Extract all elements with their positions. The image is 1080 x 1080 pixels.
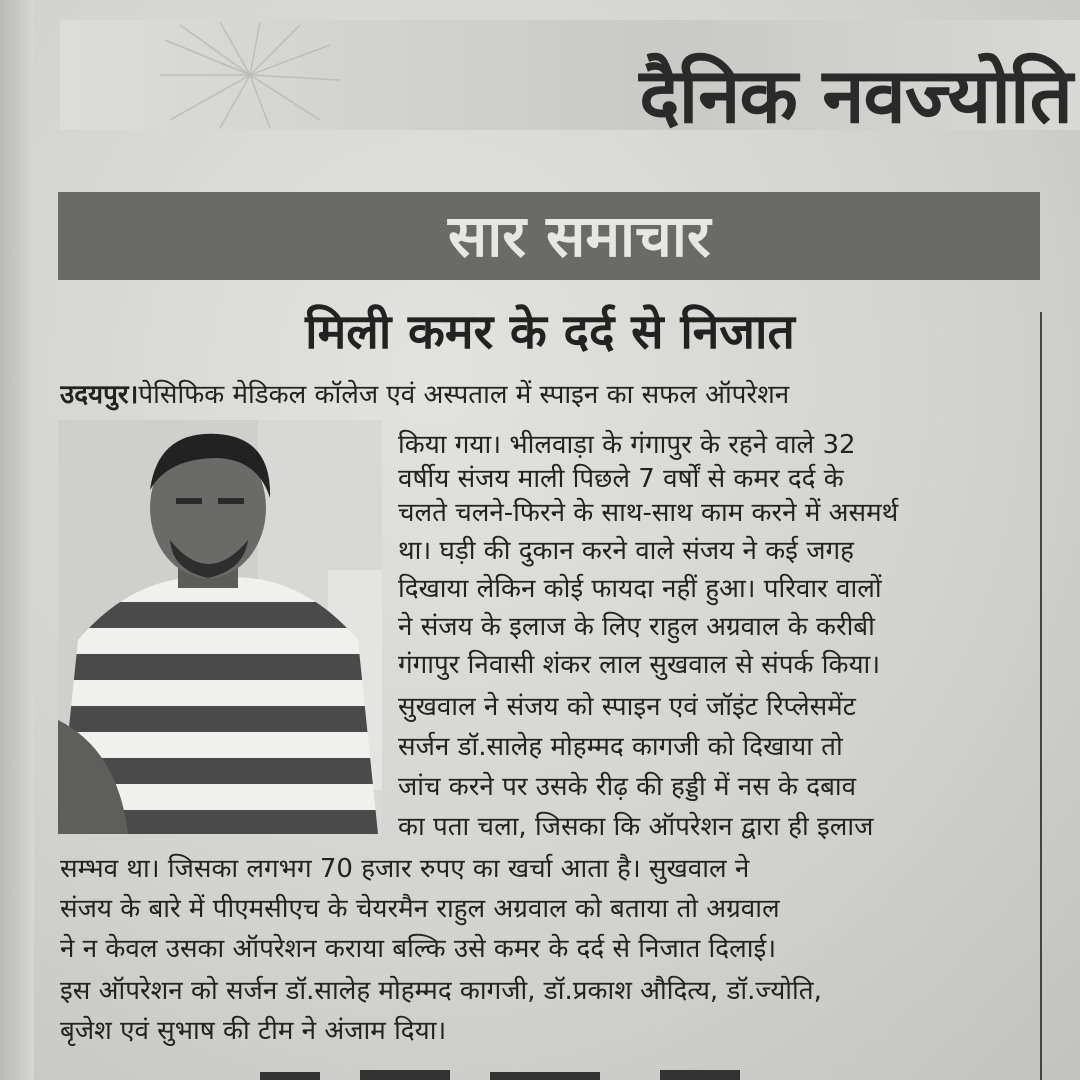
article-line-14: संजय के बारे में पीएमसीएच के चेयरमैन राहुल अग्रवाल को बताया तो अग्रवाल: [60, 894, 780, 924]
article-line-9: सुखवाल ने संजय को स्पाइन एवं जॉइंट रिप्लेसमेंट: [398, 692, 856, 722]
article-line-6: दिखाया लेकिन कोई फायदा नहीं हुआ। परिवार वालों: [398, 574, 882, 604]
article-line-3: वर्षीय संजय माली पिछले 7 वर्षों से कमर दर्द के: [398, 464, 844, 494]
article-line-8: गंगापुर निवासी शंकर लाल सुखवाल से संपर्क किया।: [398, 650, 881, 680]
article-line-12: का पता चला, जिसका कि ऑपरेशन द्वारा ही इलाज: [398, 812, 874, 842]
article-photo: [58, 420, 382, 834]
article-line-16: इस ऑपरेशन को सर्जन डॉ.सालेह मोहम्मद कागजी, डॉ.प्रकाश औदित्य, डॉ.ज्योति,: [60, 976, 822, 1006]
article-line-11: जांच करने पर उसके रीढ़ की हड्डी में नस के दबाव: [398, 772, 857, 802]
section-banner: [58, 192, 1040, 280]
man-portrait-image: [58, 420, 382, 834]
newspaper-masthead: दैनिक नवज्योति: [639, 51, 1072, 140]
page-fold-shadow: [0, 0, 34, 1080]
masthead-band: [60, 20, 1080, 140]
column-rule: [1040, 312, 1042, 1080]
article-line-4: चलते चलने-फिरने के साथ-साथ काम करने में असमर्थ: [398, 498, 899, 528]
article-line-5: था। घड़ी की दुकान करने वाले संजय ने कई जगह: [398, 536, 854, 566]
section-title: सार समाचार: [448, 202, 711, 270]
article-line-17: बृजेश एवं सुभाष की टीम ने अंजाम दिया।: [60, 1016, 447, 1046]
article-line-2: किया गया। भीलवाड़ा के गंगापुर के रहने वाले 32: [398, 430, 856, 460]
article-line-13: सम्भव था। जिसका लगभग 70 हजार रुपए का खर्चा आता है। सुखवाल ने: [60, 854, 750, 884]
article-line-15: ने न केवल उसका ऑपरेशन कराया बल्कि उसे कमर के दर्द से निजात दिलाई।: [60, 934, 777, 964]
article-dateline: उदयपुर।: [60, 380, 139, 410]
article-line-10: सर्जन डॉ.सालेह मोहम्मद कागजी को दिखाया तो: [398, 732, 843, 762]
article-line-7: ने संजय के इलाज के लिए राहुल अग्रवाल के करीबी: [398, 612, 875, 642]
article-line-text: पेसिफिक मेडिकल कॉलेज एवं अस्पताल में स्पाइन का सफल ऑपरेशन: [138, 380, 790, 410]
next-article-cutoff: [240, 1058, 800, 1080]
article-line-1: [60, 378, 1020, 412]
article-headline: मिली कमर के दर्द से निजात: [305, 304, 795, 360]
cutoff-text-fragment: [240, 1062, 800, 1080]
